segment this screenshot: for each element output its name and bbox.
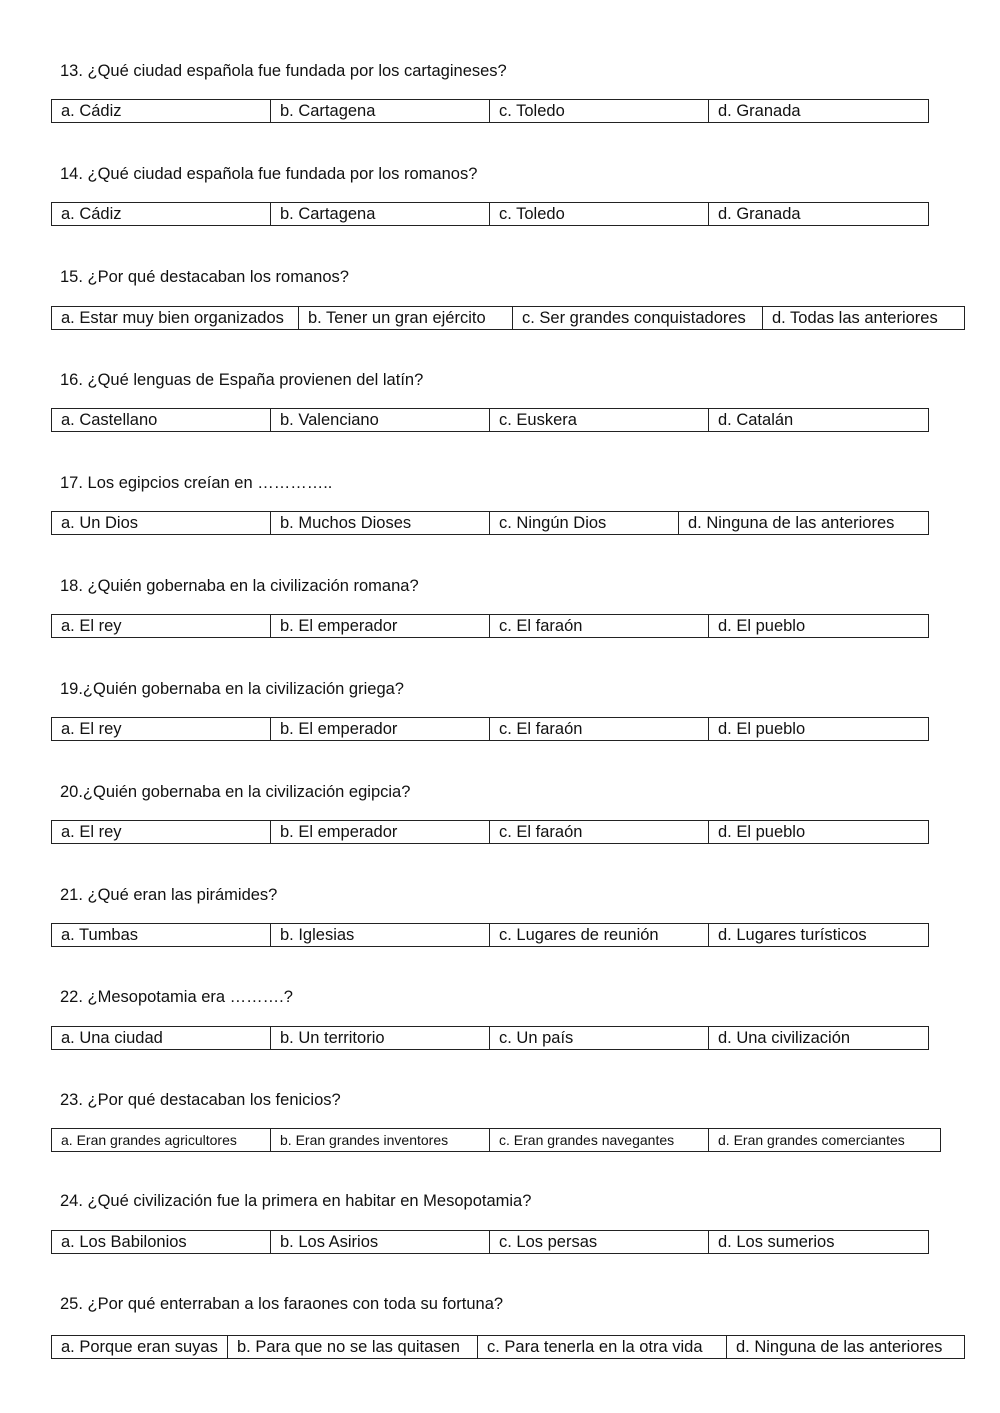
option-a[interactable]: a. Una ciudad — [52, 1027, 271, 1049]
option-a[interactable]: a. Cádiz — [52, 203, 271, 225]
option-a[interactable]: a. El rey — [52, 615, 271, 637]
option-d[interactable]: d. Granada — [718, 102, 801, 120]
question-23: 23. ¿Por qué destacaban los fenicios? — [60, 1091, 341, 1109]
option-b[interactable]: b. Eran grandes inventores — [271, 1129, 490, 1151]
option-b[interactable]: b. Cartagena — [271, 203, 490, 225]
options-row-16 — [51, 408, 929, 432]
options-row-23 — [51, 1128, 941, 1152]
option-b[interactable]: b. El emperador — [271, 821, 490, 843]
option-d[interactable]: d. El pueblo — [718, 720, 806, 738]
question-21: 21. ¿Qué eran las pirámides? — [60, 886, 278, 904]
option-b[interactable]: b. Un territorio — [271, 1027, 490, 1049]
option-a[interactable]: a. Un Dios — [52, 512, 271, 534]
option-a[interactable]: a. Tumbas — [52, 924, 271, 946]
option-b[interactable]: b. Iglesias — [271, 924, 490, 946]
question-17: 17. Los egipcios creían en ………….. — [60, 474, 333, 492]
option-a[interactable]: a. El rey — [52, 821, 271, 843]
question-16: 16. ¿Qué lenguas de España provienen del latín? — [60, 371, 424, 389]
option-b[interactable]: b. Tener un gran ejército — [299, 307, 513, 329]
option-b[interactable]: b. El emperador — [271, 615, 490, 637]
option-d[interactable]: d. El pueblo — [718, 823, 806, 841]
option-a[interactable]: a. Porque eran suyas — [52, 1336, 228, 1358]
option-c[interactable]: c. El faraón — [490, 718, 709, 740]
option-c[interactable]: c. Ningún Dios — [490, 512, 679, 534]
option-a[interactable]: a. Castellano — [52, 409, 271, 431]
option-b[interactable]: b. Los Asirios — [271, 1231, 490, 1253]
option-c[interactable]: c. Los persas — [490, 1231, 709, 1253]
option-d[interactable]: d. Granada — [718, 205, 801, 223]
question-24: 24. ¿Qué civilización fue la primera en habitar en Mesopotamia? — [60, 1192, 532, 1210]
option-d[interactable]: d. Una civilización — [718, 1029, 851, 1047]
options-row-19 — [51, 717, 929, 741]
option-d[interactable]: d. Ninguna de las anteriores — [688, 514, 895, 532]
option-d[interactable]: d. Catalán — [718, 411, 794, 429]
option-c[interactable]: c. Un país — [490, 1027, 709, 1049]
option-a[interactable]: a. Eran grandes agricultores — [52, 1129, 271, 1151]
options-row-21 — [51, 923, 929, 947]
options-row-17 — [51, 511, 929, 535]
option-a[interactable]: a. Estar muy bien organizados — [52, 307, 299, 329]
option-b[interactable]: b. Cartagena — [271, 100, 490, 122]
option-c[interactable]: c. Lugares de reunión — [490, 924, 709, 946]
option-d[interactable]: d. Ninguna de las anteriores — [736, 1338, 943, 1356]
option-c[interactable]: c. Toledo — [490, 203, 709, 225]
option-b[interactable]: b. Para que no se las quitasen — [228, 1336, 478, 1358]
question-14: 14. ¿Qué ciudad española fue fundada por los romanos? — [60, 165, 478, 183]
option-c[interactable]: c. El faraón — [490, 821, 709, 843]
option-b[interactable]: b. Muchos Dioses — [271, 512, 490, 534]
option-d[interactable]: d. Los sumerios — [718, 1233, 835, 1251]
option-b[interactable]: b. El emperador — [271, 718, 490, 740]
question-20: 20.¿Quién gobernaba en la civilización egipcia? — [60, 783, 411, 801]
question-15: 15. ¿Por qué destacaban los romanos? — [60, 268, 349, 286]
option-a[interactable]: a. Los Babilonios — [52, 1231, 271, 1253]
options-row-14 — [51, 202, 929, 226]
option-a[interactable]: a. El rey — [52, 718, 271, 740]
options-row-13 — [51, 99, 929, 123]
option-a[interactable]: a. Cádiz — [52, 100, 271, 122]
option-c[interactable]: c. Ser grandes conquistadores — [513, 307, 763, 329]
option-c[interactable]: c. Euskera — [490, 409, 709, 431]
options-row-20 — [51, 820, 929, 844]
options-row-15 — [51, 306, 965, 330]
options-row-25 — [51, 1335, 965, 1359]
question-13: 13. ¿Qué ciudad española fue fundada por los cartagineses? — [60, 62, 507, 80]
option-c[interactable]: c. El faraón — [490, 615, 709, 637]
options-row-22 — [51, 1026, 929, 1050]
question-25: 25. ¿Por qué enterraban a los faraones con toda su fortuna? — [60, 1295, 504, 1313]
option-c[interactable]: c. Para tenerla en la otra vida — [478, 1336, 727, 1358]
options-row-18 — [51, 614, 929, 638]
question-22: 22. ¿Mesopotamia era ……….? — [60, 988, 293, 1006]
question-19: 19.¿Quién gobernaba en la civilización griega? — [60, 680, 404, 698]
option-d[interactable]: d. Eran grandes comerciantes — [718, 1132, 905, 1148]
option-b[interactable]: b. Valenciano — [271, 409, 490, 431]
option-c[interactable]: c. Eran grandes navegantes — [490, 1129, 709, 1151]
option-d[interactable]: d. Todas las anteriores — [772, 309, 938, 327]
option-d[interactable]: d. El pueblo — [718, 617, 806, 635]
question-18: 18. ¿Quién gobernaba en la civilización romana? — [60, 577, 419, 595]
option-d[interactable]: d. Lugares turísticos — [718, 926, 867, 944]
options-row-24 — [51, 1230, 929, 1254]
option-c[interactable]: c. Toledo — [490, 100, 709, 122]
